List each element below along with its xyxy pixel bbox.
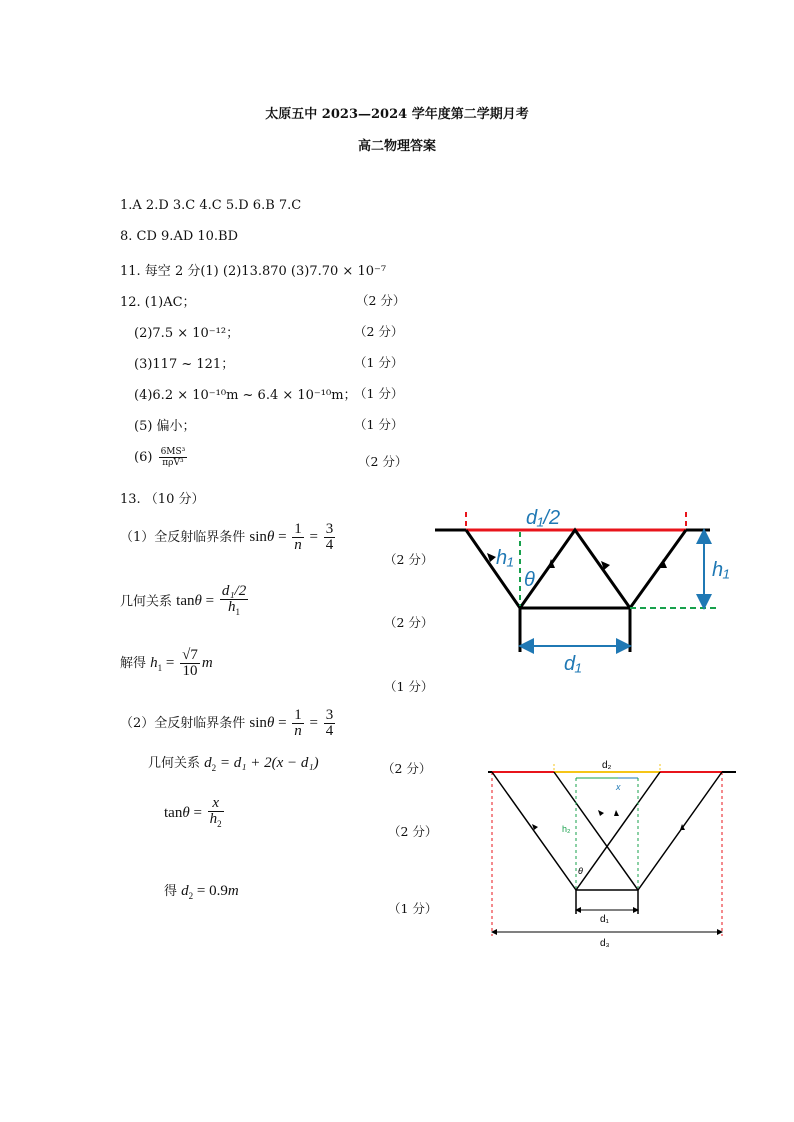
formula-sin-2: sinθ = $\frac{1}{n}$ = $\frac{3}{4}$ (249, 707, 334, 739)
q13-step-3 (120, 648, 213, 679)
formula-h1: $h_1$ = $\frac{√7}{10}$ m (150, 647, 213, 679)
tan-text: tan (176, 593, 195, 610)
equals: = (305, 528, 322, 545)
numerator: √7 (182, 647, 198, 663)
formula-sin (249, 521, 337, 553)
q12-item-1: 12. (1)AC； (120, 295, 196, 310)
q12-points-5: （1 分） (354, 417, 404, 432)
fraction-denominator: πρV³ (162, 458, 184, 468)
q13-points-6: （2 分） (388, 824, 438, 839)
formula-tan (176, 583, 250, 617)
step-text: 解得 (120, 655, 147, 671)
q12-item-6 (134, 447, 189, 468)
q13-label: 13. （10 分） (120, 492, 205, 507)
q13-points-3: （1 分） (384, 679, 434, 694)
numerator: 3 (325, 521, 334, 537)
sin-text: sin (249, 528, 267, 545)
fraction-3-4: $\frac{3}{4}$ (325, 707, 334, 739)
q12-item-2: (2)7.5 × 10⁻¹²； (134, 326, 240, 341)
fraction-3-4 (324, 522, 336, 553)
page-subtitle: 高二物理答案 (357, 139, 436, 154)
q12-item-3: (3)117 ~ 121； (134, 357, 235, 372)
fraction-x-h2: $\frac{x}{h_2}$ (209, 795, 222, 829)
page-title: 太原五中 2023—2024 学年度第二学期月考 (265, 107, 529, 122)
fraction-1-n (292, 522, 304, 553)
label-theta: θ (578, 866, 583, 876)
q13-points-7: （1 分） (388, 901, 438, 916)
theta-symbol: θ (266, 528, 275, 545)
label-d2: d₂ (602, 760, 612, 771)
answers-line-1: 1.A 2.D 3.C 4.C 5.D 6.B 7.C (120, 198, 302, 213)
label-h2: h₂ (562, 824, 571, 834)
q13-points-5: （2 分） (382, 761, 432, 776)
q12-item-4: (4)6.2 × 10⁻¹⁰m ~ 6.4 × 10⁻¹⁰m； (134, 388, 357, 403)
q12-item-6-fraction (159, 447, 188, 468)
numerator: d₁/2 (221, 583, 247, 599)
figure-1-diagram (430, 500, 730, 680)
ray-arrow (598, 810, 604, 816)
q13-points-1: （2 分） (384, 552, 434, 567)
step-text: （2）全反射临界条件 (120, 715, 246, 731)
numerator: 1 (294, 521, 302, 537)
denominator: 4 (325, 537, 334, 553)
q13-step-1 (120, 522, 337, 553)
label-d1: d₁ (564, 653, 582, 675)
q12-points-2: （2 分） (354, 324, 404, 339)
theta-symbol: θ (194, 593, 202, 610)
label-d1-half: d₁/2 (526, 507, 561, 529)
formula-d2-result: $d_2 = 0.9m$ (181, 883, 239, 901)
q13-step-2 (120, 584, 250, 620)
label-h1-right: h₁ (712, 559, 730, 581)
label-theta: θ (524, 569, 535, 591)
denominator: n (294, 537, 302, 553)
q12-points-1: （2 分） (356, 293, 406, 308)
label-x: x (616, 782, 621, 792)
figure-2-diagram (484, 752, 746, 952)
q12-item-6-prefix: (6) (134, 450, 153, 465)
step-text: 几何关系 (148, 756, 201, 771)
formula-d2: $d_2 = d_1 + 2(x - d_1)$ (204, 755, 319, 773)
q13-step-6 (164, 796, 226, 832)
label-d1: d₁ (600, 914, 609, 925)
q12-item-5: (5) 偏小； (134, 419, 196, 434)
light-ray-path (466, 530, 686, 608)
answer-11: 11. 每空 2 分(1) (2)13.870 (3)7.70 × 10⁻⁷ (120, 264, 387, 279)
q12-points-4: （1 分） (354, 386, 404, 401)
label-h1-left: h₁ (496, 547, 514, 569)
fraction-numerator: 6MS³ (160, 447, 186, 457)
ray-arrow (614, 810, 619, 816)
denominator: 10 (182, 663, 198, 679)
q13-step-5 (148, 752, 319, 773)
q12-points-3: （1 分） (354, 355, 404, 370)
q13-step-7 (164, 880, 239, 901)
fraction-d1half-h1 (220, 584, 248, 620)
answers-line-2: 8. CD 9.AD 10.BD (120, 229, 239, 244)
step-text: （1）全反射临界条件 (120, 529, 246, 545)
outer-ray-path (492, 772, 722, 890)
formula-tan-2: tanθ = $\frac{x}{h_2}$ (164, 805, 226, 821)
q13-step-4 (120, 708, 337, 739)
fraction-sqrt7-10 (180, 648, 200, 679)
step-text: 几何关系 (120, 594, 173, 610)
equals: = (201, 593, 218, 610)
denominator: $h_1$ (228, 599, 241, 617)
step-text: 得 (164, 884, 178, 899)
q13-points-2: （2 分） (384, 615, 434, 630)
fraction-1-n: $\frac{1}{n}$ (294, 707, 302, 739)
equals: = (274, 528, 291, 545)
label-d3: d₃ (600, 938, 610, 949)
q12-points-6: （2 分） (358, 454, 408, 469)
